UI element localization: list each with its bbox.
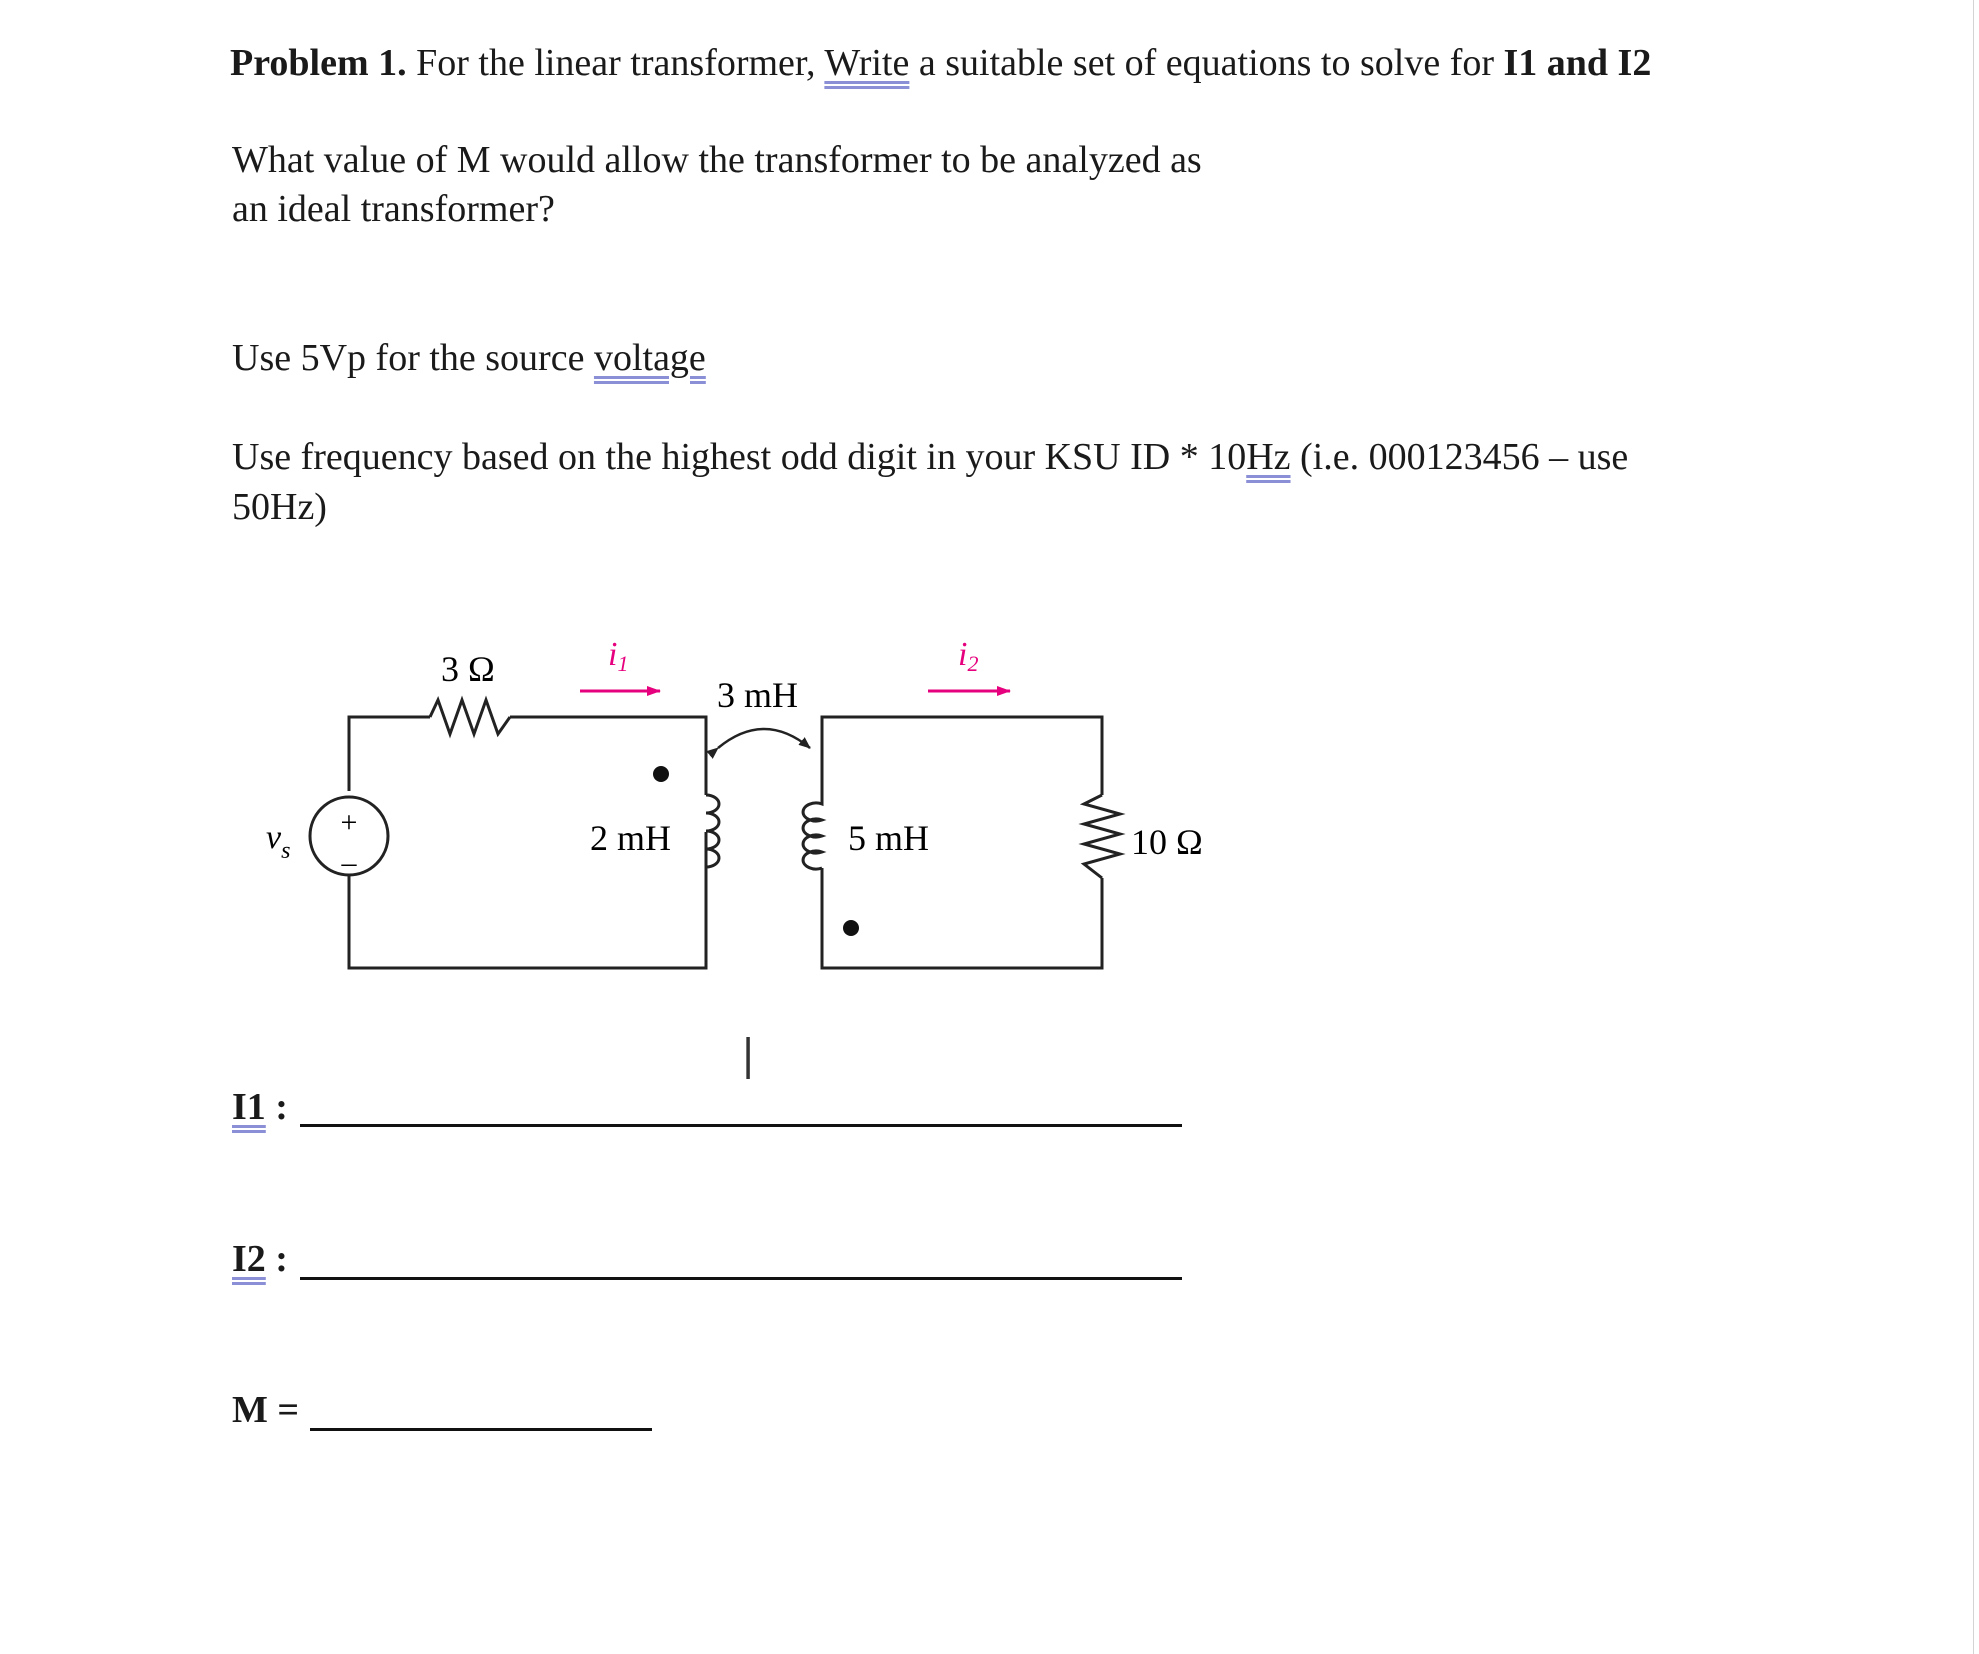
text-cursor: | <box>741 1030 756 1079</box>
i1-colon: : <box>265 1086 288 1128</box>
i1-label: I1 <box>232 1086 266 1128</box>
mutual-inductance-label: 3 mH <box>717 675 798 715</box>
i1-answer-blank[interactable] <box>300 1124 1182 1127</box>
problem-write-word: Write <box>824 42 910 84</box>
problem-mid: a suitable set of equations to solve for <box>909 42 1504 84</box>
problem-heading: Problem 1. <box>230 42 407 84</box>
inductor-2-mh <box>706 795 719 867</box>
question-line-2: an ideal transformer? <box>232 188 555 230</box>
m-answer-blank[interactable] <box>310 1428 652 1431</box>
i2-answer-blank[interactable] <box>300 1277 1182 1280</box>
i1-answer-label <box>232 1084 288 1130</box>
resistor-10-ohm <box>1084 795 1120 878</box>
voltage-note-word: voltage <box>593 337 706 379</box>
mutual-coupling-arrow <box>718 729 810 748</box>
m-answer-label: M = <box>232 1389 300 1431</box>
current-i1-var: i <box>608 636 618 673</box>
frequency-note-line-2: 50Hz) <box>232 486 327 528</box>
current-i1-sub: 1 <box>617 651 629 676</box>
frequency-note-hz: Hz <box>1246 436 1291 478</box>
current-i1-label <box>608 636 628 676</box>
source-minus: – <box>341 846 357 879</box>
source-label-sub: s <box>281 838 291 864</box>
source-label <box>266 819 290 864</box>
current-i2-var: i <box>958 636 968 673</box>
current-i2-label <box>958 636 978 676</box>
inductor-2-mh-label: 2 mH <box>590 818 671 858</box>
frequency-note-text-1: Use frequency based on the highest odd digit in your KSU ID * 10 <box>232 436 1247 478</box>
i2-answer-label <box>232 1236 288 1282</box>
resistor-3-ohm-label: 3 Ω <box>441 649 495 689</box>
i2-label: I2 <box>232 1238 266 1280</box>
problem-targets: I1 and I2 <box>1503 42 1652 84</box>
secondary-dot-icon <box>843 920 859 936</box>
primary-dot-icon <box>653 766 669 782</box>
voltage-note-text: Use 5Vp for the source <box>232 337 594 379</box>
inductor-5-mh-label: 5 mH <box>848 818 929 858</box>
source-plus: + <box>340 806 358 839</box>
inductor-5-mh <box>803 795 822 869</box>
resistor-3-ohm <box>430 700 510 734</box>
source-label-var: v <box>266 819 282 856</box>
problem-intro: For the linear transformer, <box>416 42 825 84</box>
resistor-10-ohm-label: 10 Ω <box>1131 822 1203 862</box>
question-line-1: What value of M would allow the transformer to be analyzed as <box>232 139 1202 181</box>
current-i2-sub: 2 <box>967 651 979 676</box>
frequency-note-text-2: (i.e. 000123456 – use <box>1290 436 1629 478</box>
i2-colon: : <box>265 1238 288 1280</box>
